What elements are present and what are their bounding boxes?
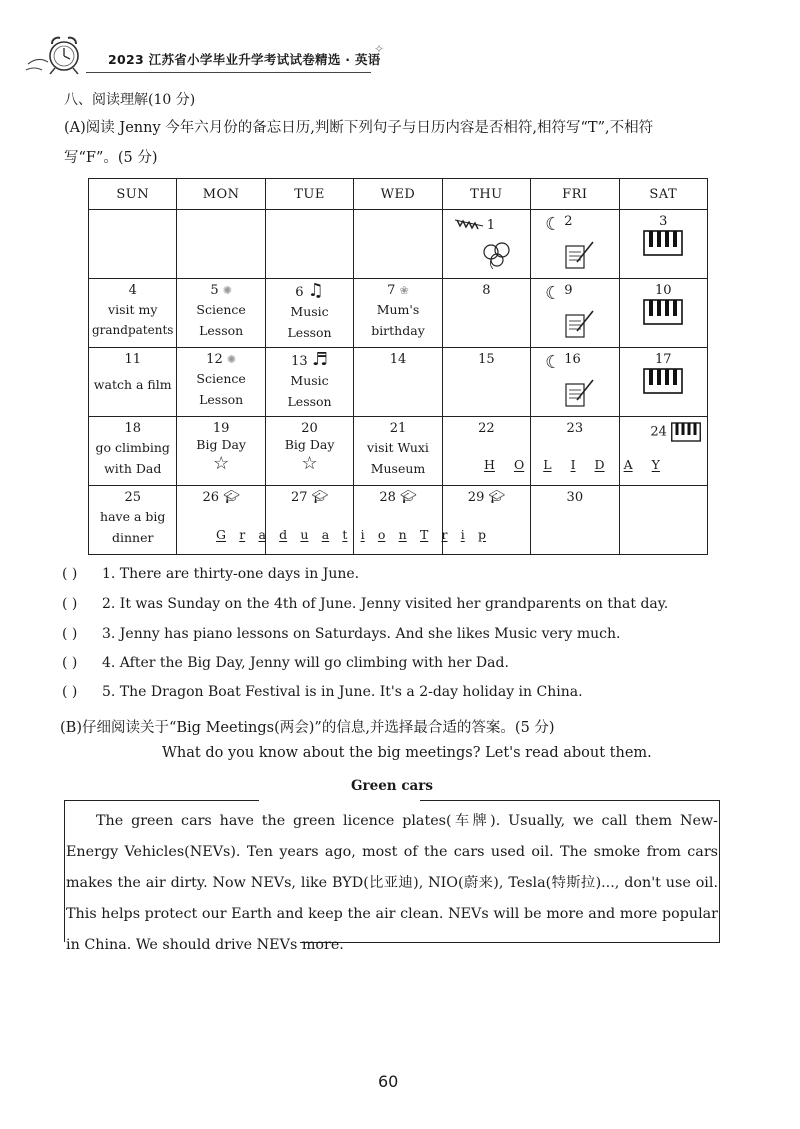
june-calendar (88, 178, 708, 555)
calendar-week-5 (89, 486, 708, 555)
day-header-tue: TUE (265, 179, 353, 210)
day-number (354, 490, 441, 506)
day-number: 18 (124, 421, 141, 436)
trip-letter: a (321, 527, 330, 542)
box-border (64, 800, 259, 801)
piano-keys-icon (643, 368, 683, 394)
moon-icon: ☾ (545, 352, 562, 373)
graduation-trip-label (216, 527, 486, 542)
moon-icon: ☾ (545, 283, 562, 304)
passage-paragraph: The green cars have the green licence plates(车牌). Usually, we call them New-Energy Vehicles(NEVs). Ten years ago, most of the cars used oil. The smoke from cars makes the air dirty. Now NEVs, like BYD(比亚迪), NIO(蔚来), Tesla(特斯拉)..., don't use oil. This helps protect our Earth and keep the air clean. NEVs will be more and more popular in China. We should drive NEVs more. (66, 813, 718, 953)
day-number: 10 (654, 283, 672, 298)
graduation-cap-icon: 🎓︎ (400, 490, 417, 505)
trip-letter: n (398, 527, 407, 542)
piano-keys-icon (671, 421, 701, 443)
day-header-fri: FRI (531, 179, 619, 210)
day-number: 19 (212, 421, 230, 436)
part-a-instruction: (A)阅读 Jenny 今年六月份的备忘日历,判断下列句子与日历内容是否相符,相符写“T”,不相符 (64, 120, 654, 136)
day-cell-13 (265, 348, 353, 417)
day-cell-24 (619, 417, 707, 486)
day-number: 11 (124, 352, 141, 367)
holiday-letter: Y (651, 457, 660, 472)
event-text: Museum (370, 461, 426, 476)
music-note-icon: ♬ (311, 349, 328, 370)
sun-doodle-icon: ✺ (222, 284, 232, 297)
graduation-cap-icon: 🎓︎ (488, 490, 505, 505)
sun-doodle-icon: ✺ (226, 353, 237, 366)
piano-keys-icon (643, 230, 683, 256)
day-cell-2 (531, 210, 619, 279)
day-number-text: 28 (379, 490, 396, 505)
page-number: 60 (378, 1072, 399, 1091)
day-cell-18 (89, 417, 177, 486)
event-text: visit my (108, 302, 158, 317)
event-text: Mum's (376, 302, 420, 317)
day-number: 21 (389, 421, 407, 436)
day-cell-empty (619, 486, 707, 555)
day-cell-7 (354, 279, 442, 348)
day-header-thu: THU (442, 179, 530, 210)
star-icon: ☆ (301, 453, 318, 474)
day-cell-12 (177, 348, 265, 417)
homework-notebook-icon (563, 240, 597, 270)
question-5 (62, 684, 583, 700)
event-text: go climbing (95, 440, 170, 455)
piano-keys-icon (643, 299, 683, 325)
day-cell-20 (265, 417, 353, 486)
holiday-letter: A (623, 457, 633, 472)
event-text: dinner (111, 530, 154, 545)
question-text: 3. Jenny has piano lessons on Saturdays. And she likes Music very much. (102, 626, 621, 642)
day-cell-22 (442, 417, 530, 486)
day-number (177, 352, 264, 368)
part-a-instruction-cont: 写“F”。(5 分) (64, 150, 158, 166)
header-title: 2023 江苏省小学毕业升学考试试卷精选 · 英语 (108, 52, 381, 67)
moon-icon: ☾ (545, 214, 562, 235)
day-number: 4 (128, 283, 137, 298)
answer-blank[interactable]: ( ) (62, 566, 78, 582)
event-text: grandpatents (91, 323, 174, 337)
day-number: 17 (654, 352, 672, 367)
question-text: 2. It was Sunday on the 4th of June. Jenny visited her grandparents on that day. (102, 596, 669, 612)
section-title: 八、阅读理解(10 分) (64, 92, 196, 108)
event-text: visit Wuxi (367, 440, 429, 455)
day-number (354, 283, 441, 299)
star-decoration-icon: ✧ (374, 42, 385, 56)
question-text: 1. There are thirty-one days in June. (102, 566, 360, 582)
day-number: 23 (566, 421, 584, 436)
trip-letter: u (300, 527, 309, 542)
day-number-text: 13 (291, 354, 308, 369)
answer-blank[interactable]: ( ) (62, 596, 78, 612)
event-text: Big Day (196, 437, 246, 452)
day-number-text: 12 (206, 352, 223, 367)
trip-letter: o (377, 527, 386, 542)
day-cell-1 (442, 210, 530, 279)
flower-doodle-icon: ❀ (399, 284, 409, 297)
day-cell-empty (89, 210, 177, 279)
day-number: 24 (650, 424, 667, 440)
calendar-week-1 (89, 210, 708, 279)
question-1 (62, 566, 359, 582)
day-number: 1 (486, 218, 495, 233)
day-number (266, 349, 353, 370)
event-text: Music (290, 373, 329, 388)
day-number-text: 5 (210, 283, 219, 298)
day-header-sat: SAT (619, 179, 707, 210)
day-number (177, 490, 264, 506)
day-cell-30 (531, 486, 619, 555)
day-header-wed: WED (354, 179, 442, 210)
day-cell-9 (531, 279, 619, 348)
box-border (420, 800, 720, 801)
trip-letter: d (279, 527, 288, 542)
day-cell-8 (442, 279, 530, 348)
part-b-subtitle: What do you know about the big meetings? Let's read about them. (162, 745, 652, 761)
day-cell-10 (619, 279, 707, 348)
party-balloons-icon (453, 216, 519, 270)
day-number: 3 (659, 214, 668, 229)
holiday-letter: D (594, 457, 605, 472)
day-cell-16 (531, 348, 619, 417)
calendar-header-row (89, 179, 708, 210)
day-number-text: 29 (467, 490, 485, 505)
day-number (266, 490, 353, 506)
event-text: Music (290, 304, 329, 319)
graduation-cap-icon: 🎓︎ (311, 490, 329, 505)
trip-letter: T (419, 527, 429, 542)
day-number (266, 280, 353, 301)
day-cell-19 (177, 417, 265, 486)
day-number: 25 (124, 490, 141, 505)
box-border (719, 800, 720, 942)
trip-letter: p (477, 527, 486, 542)
day-cell-6 (265, 279, 353, 348)
event-text: Lesson (287, 394, 332, 409)
calendar-week-2 (89, 279, 708, 348)
event-text: birthday (371, 323, 425, 338)
day-number: 9 (564, 283, 573, 298)
question-2 (62, 596, 668, 612)
day-cell-26 (177, 486, 265, 555)
holiday-letter: H (484, 457, 495, 472)
calendar-week-4 (89, 417, 708, 486)
question-4 (62, 655, 509, 671)
trip-letter: r (441, 527, 448, 542)
holiday-letter: O (513, 457, 525, 472)
day-cell-27 (265, 486, 353, 555)
day-number (443, 490, 530, 506)
event-text: watch a film (93, 377, 172, 392)
day-number-text: 6 (295, 285, 304, 300)
homework-notebook-icon (563, 378, 597, 408)
homework-notebook-icon (563, 309, 597, 339)
event-text: Science (196, 371, 246, 386)
day-cell-25 (89, 486, 177, 555)
day-cell-3 (619, 210, 707, 279)
star-icon: ☆ (213, 453, 230, 474)
day-cell-21 (354, 417, 442, 486)
passage-text (66, 806, 718, 961)
music-note-icon: ♫ (307, 280, 324, 301)
day-cell-17 (619, 348, 707, 417)
reading-passage-box (64, 776, 720, 953)
event-text: Lesson (199, 392, 244, 407)
trip-letter: r (239, 527, 246, 542)
part-b-instruction: (B)仔细阅读关于“Big Meetings(两会)”的信息,并选择最合适的答案。(5 分) (60, 720, 555, 736)
calendar-week-3 (89, 348, 708, 417)
question-text: 4. After the Big Day, Jenny will go climbing with her Dad. (102, 655, 509, 671)
day-cell-4 (89, 279, 177, 348)
day-number: 14 (389, 352, 407, 367)
day-number: 2 (564, 214, 573, 229)
event-text: Lesson (287, 325, 332, 340)
day-cell-empty (265, 210, 353, 279)
day-number: 30 (566, 490, 584, 505)
question-3 (62, 626, 620, 642)
trip-letter: a (258, 527, 266, 542)
answer-blank[interactable]: ( ) (62, 684, 78, 700)
day-cell-15 (442, 348, 530, 417)
day-number: 22 (478, 421, 495, 436)
event-text: Big Day (284, 437, 335, 452)
day-cell-14 (354, 348, 442, 417)
day-number (177, 283, 264, 299)
day-number: 20 (301, 421, 318, 436)
event-text: Science (196, 302, 246, 317)
passage-title: Green cars (350, 778, 433, 794)
event-text: Lesson (199, 323, 244, 338)
day-number-text: 7 (387, 283, 396, 298)
trip-letter: i (460, 527, 465, 542)
trip-letter: G (216, 527, 226, 542)
trip-letter: i (360, 527, 365, 542)
day-cell-28 (354, 486, 442, 555)
header-rule (86, 72, 371, 73)
event-text: with Dad (104, 461, 162, 476)
holiday-letter: L (543, 457, 552, 472)
holiday-label (484, 457, 660, 472)
day-number: 8 (482, 283, 491, 298)
holiday-letter: I (570, 457, 576, 472)
day-cell-empty (354, 210, 442, 279)
day-cell-11 (89, 348, 177, 417)
event-text: have a big (100, 509, 166, 524)
day-number-text: 26 (202, 490, 220, 505)
day-cell-29 (442, 486, 530, 555)
trip-letter: t (342, 527, 348, 542)
day-cell-empty (177, 210, 265, 279)
question-text: 5. The Dragon Boat Festival is in June. It's a 2-day holiday in China. (102, 684, 583, 700)
answer-blank[interactable]: ( ) (62, 626, 78, 642)
day-number: 16 (564, 352, 581, 367)
box-border (64, 800, 65, 942)
day-cell-23 (531, 417, 619, 486)
day-number-text: 27 (290, 490, 308, 505)
day-header-sun: SUN (89, 179, 177, 210)
answer-blank[interactable]: ( ) (62, 655, 78, 671)
graduation-cap-icon: 🎓︎ (223, 490, 240, 505)
day-number: 15 (478, 352, 495, 367)
day-cell-5 (177, 279, 265, 348)
page-header (22, 34, 385, 78)
day-header-mon: MON (177, 179, 265, 210)
